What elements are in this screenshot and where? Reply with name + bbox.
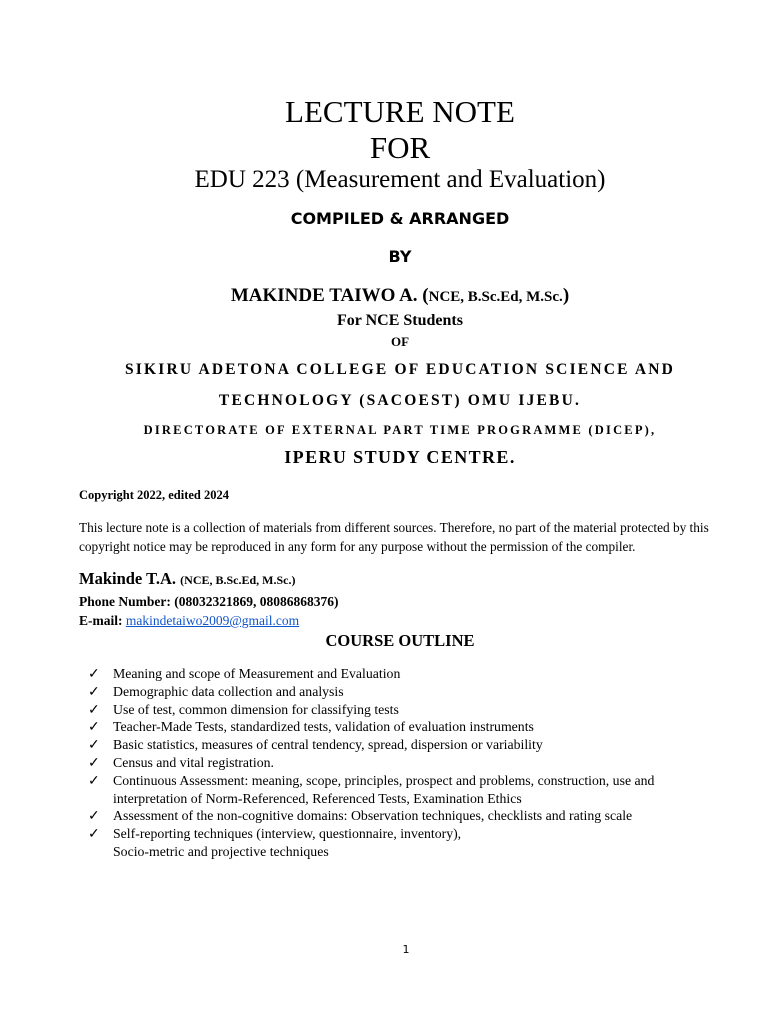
audience: For NCE Students <box>337 312 463 329</box>
contact-quals: (NCE, B.Sc.Ed, M.Sc.) <box>180 573 296 587</box>
author-heading-close: ) <box>562 285 570 306</box>
checkmark-icon: ✓ <box>88 666 100 681</box>
list-item <box>88 754 718 772</box>
list-item <box>88 736 718 754</box>
course-title: EDU 223 (Measurement and Evaluation) <box>194 166 606 193</box>
list-item-text: Basic statistics, measures of central tendency, spread, dispersion or variability <box>113 737 543 753</box>
college-name-line1: SIKIRU ADETONA COLLEGE OF EDUCATION SCIENCE AND <box>124 361 676 378</box>
list-item <box>88 683 718 701</box>
list-item-text: Continuous Assessment: meaning, scope, principles, prospect and problems, construction, use and interpretation of Norm-Referenced, Referenced Tests, Examination Ethics <box>113 772 655 806</box>
course-outline-heading: COURSE OUTLINE <box>325 631 475 650</box>
checkmark-icon: ✓ <box>88 826 100 842</box>
checkmark-icon: ✓ <box>88 737 100 753</box>
study-centre: IPERU STUDY CENTRE. <box>284 447 516 467</box>
contact-phone: Phone Number: (08032321869, 08086868376) <box>79 594 339 609</box>
contact-name <box>79 569 296 590</box>
list-item-text: Teacher-Made Tests, standardized tests, validation of evaluation instruments <box>113 719 534 735</box>
list-item <box>88 807 718 825</box>
copyright-title: Copyright 2022, edited 2024 <box>79 488 229 502</box>
page-number: 1 <box>402 943 410 956</box>
checkmark-icon: ✓ <box>88 701 100 717</box>
list-item <box>88 772 718 808</box>
contact-name-text: Makinde T.A. <box>79 569 177 588</box>
compiled-arranged: COMPILED & ARRANGED <box>290 209 510 228</box>
directorate: DIRECTORATE OF EXTERNAL PART TIME PROGRAMME (DICEP), <box>143 423 657 437</box>
list-item-text: Meaning and scope of Measurement and Evaluation <box>113 666 401 681</box>
checkmark-icon: ✓ <box>88 754 100 770</box>
author-heading <box>0 284 768 309</box>
list-item-text-line2: Socio-metric and projective techniques <box>113 843 329 859</box>
list-item-text-line1: Self-reporting techniques (interview, questionnaire, inventory), <box>113 826 462 842</box>
of-label: OF <box>390 334 410 349</box>
list-item <box>88 665 718 683</box>
college-name-line2: TECHNOLOGY (SACOEST) OMU IJEBU. <box>218 392 582 409</box>
by-label: BY <box>388 247 412 266</box>
copyright-notice: This lecture note is a collection of materials from different sources. Therefore, no part of the material protected by this copyright notice may be reproduced in any form for any purpose without the permission of the compiler. <box>79 520 709 554</box>
checkmark-icon: ✓ <box>88 683 100 699</box>
list-item-text: Use of test, common dimension for classifying tests <box>113 701 399 717</box>
list-item-text: Assessment of the non-cognitive domains: Observation techniques, checklists and rating scale <box>113 808 633 824</box>
author-heading-quals: NCE, B.Sc.Ed, M.Sc. <box>428 289 563 305</box>
list-item <box>88 825 718 861</box>
email-label: E-mail: <box>79 613 123 628</box>
title-lecture-note: LECTURE NOTE <box>285 94 515 129</box>
checkmark-icon: ✓ <box>88 772 100 788</box>
list-item <box>88 718 718 736</box>
list-item-text: Demographic data collection and analysis <box>113 683 344 699</box>
email-link[interactable]: makindetaiwo2009@gmail.com <box>125 613 300 628</box>
list-item-text: Census and vital registration. <box>113 754 274 770</box>
checkmark-icon: ✓ <box>88 719 100 735</box>
list-item <box>88 701 718 719</box>
checkmark-icon: ✓ <box>88 808 100 824</box>
course-outline-list <box>88 665 718 861</box>
contact-email <box>79 612 299 629</box>
title-for: FOR <box>369 130 431 165</box>
author-heading-name: MAKINDE TAIWO A. ( <box>230 285 429 306</box>
